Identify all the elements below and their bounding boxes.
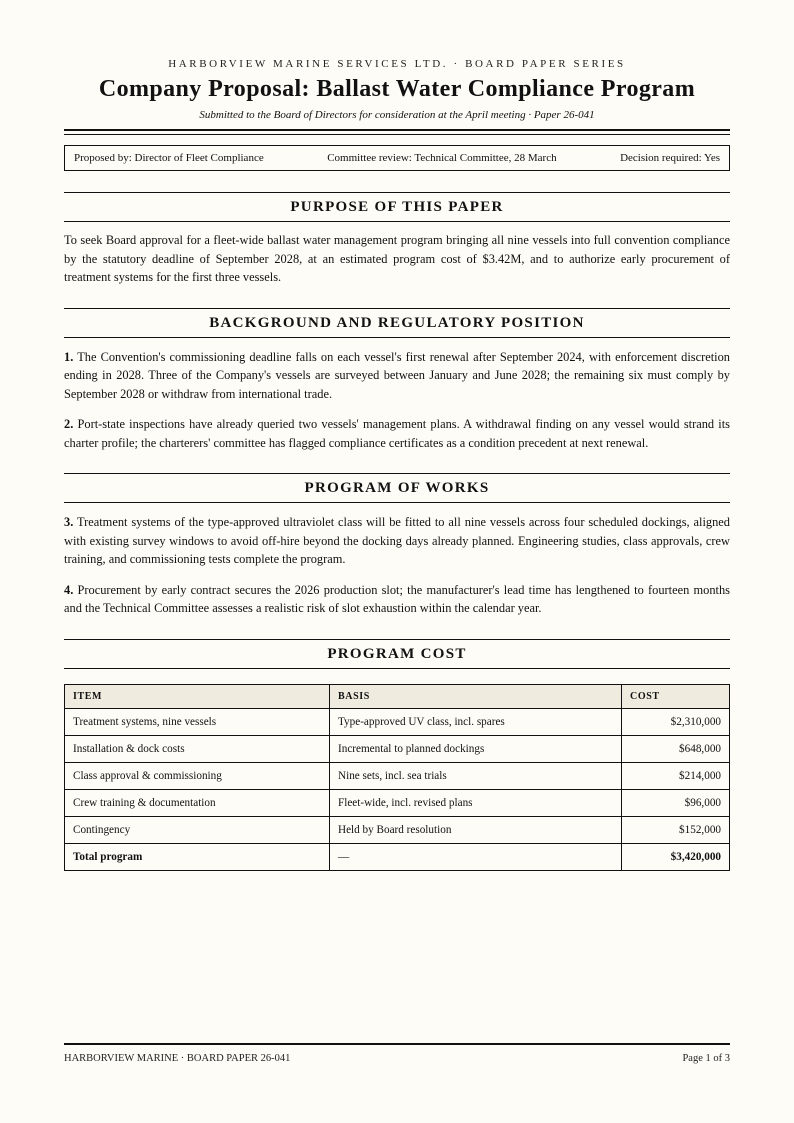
cell-basis: Held by Board resolution (330, 816, 622, 843)
numbered-paragraph (64, 415, 730, 452)
table-total-row (65, 843, 730, 870)
cell-cost: $2,310,000 (622, 708, 730, 735)
paragraph-text: Procurement by early contract secures the 2026 production slot; the manufacturer's lead time has lengthened to fourteen months and the Technical Committee assesses a realistic risk of slot exhaustion within the calendar year. (64, 582, 730, 615)
paragraph-number: 4. (64, 582, 74, 597)
cell-item: Treatment systems, nine vessels (65, 708, 330, 735)
cost-table (64, 684, 730, 871)
cell-cost: $152,000 (622, 816, 730, 843)
cell-item: Crew training & documentation (65, 789, 330, 816)
paragraph-number: 2. (64, 417, 74, 431)
cell-cost: $214,000 (622, 762, 730, 789)
cell-total-item: Total program (65, 843, 330, 870)
proposed-by: Proposed by: Director of Fleet Compliance (74, 152, 264, 164)
paragraph-text: Port-state inspections have already queried two vessels' management plans. A withdrawal finding on any vessel would strand its charter profile; the charterers' committee has flagged compliance certificates as a condition precedent at next renewal. (64, 417, 730, 450)
committee-review: Committee review: Technical Committee, 28 March (327, 152, 557, 164)
table-row (65, 735, 730, 762)
board-paper (64, 0, 730, 871)
column-header-basis: BASIS (330, 684, 622, 708)
numbered-paragraph (64, 513, 730, 569)
table-row (65, 789, 730, 816)
cell-basis: Type-approved UV class, incl. spares (330, 708, 622, 735)
section-heading-cost: PROGRAM COST (64, 639, 730, 669)
paragraph-number: 1. (64, 349, 74, 364)
table-row (65, 708, 730, 735)
paragraph-text: Treatment systems of the type-approved ultraviolet class will be fitted to all nine vessels across four scheduled dockings, aligned with existing survey windows to avoid off-hire beyond the docking days already planned. Engineering studies, class approvals, crew training, and commissioning tests complete the program. (64, 515, 731, 566)
page-title: Company Proposal: Ballast Water Compliance Program (98, 76, 696, 102)
numbered-paragraph (64, 581, 730, 618)
table-row (65, 762, 730, 789)
cell-item: Class approval & commissioning (65, 762, 330, 789)
cell-basis: Incremental to planned dockings (330, 735, 622, 762)
paragraph-number: 3. (64, 515, 74, 529)
table-header-row (65, 684, 730, 708)
column-header-cost: COST (622, 684, 730, 708)
cell-total-basis: — (330, 843, 622, 870)
cell-item: Installation & dock costs (65, 735, 330, 762)
paragraph-text: The Convention's commissioning deadline falls on each vessel's first renewal after September 2024, with enforcement discretion ending in 2028. Three of the Company's vessels are surveyed between January and June 2028; the remaining six must comply by September 2028 or withdraw from international trade. (64, 349, 730, 401)
decision-required: Decision required: Yes (620, 152, 720, 164)
cell-basis: Nine sets, incl. sea trials (330, 762, 622, 789)
page-footer (64, 1043, 730, 1064)
cell-total-cost: $3,420,000 (622, 843, 730, 870)
section-heading-background: BACKGROUND AND REGULATORY POSITION (64, 308, 730, 338)
footer-reference: HARBORVIEW MARINE · BOARD PAPER 26-041 (64, 1053, 291, 1064)
cell-cost: $648,000 (622, 735, 730, 762)
purpose-paragraph: To seek Board approval for a fleet-wide ballast water management program bringing all nine vessels into full convention compliance by the statutory deadline of September 2028, at an estimated program cost of $3.42M, and to authorize early procurement of treatment systems for the first three vessels. (64, 233, 730, 284)
meta-box (64, 145, 730, 171)
series-label: HARBORVIEW MARINE SERVICES LTD. · BOARD PAPER SERIES (168, 58, 626, 70)
cell-basis: Fleet-wide, incl. revised plans (330, 789, 622, 816)
cell-cost: $96,000 (622, 789, 730, 816)
section-heading-purpose: PURPOSE OF THIS PAPER (64, 192, 730, 222)
column-header-item: ITEM (65, 684, 330, 708)
table-row (65, 816, 730, 843)
numbered-paragraph (64, 348, 730, 404)
page-subtitle: Submitted to the Board of Directors for consideration at the April meeting · Paper 26-041 (199, 109, 595, 121)
header-divider (64, 129, 730, 135)
page-number: Page 1 of 3 (682, 1053, 730, 1064)
section-heading-works: PROGRAM OF WORKS (64, 473, 730, 503)
cell-item: Contingency (65, 816, 330, 843)
